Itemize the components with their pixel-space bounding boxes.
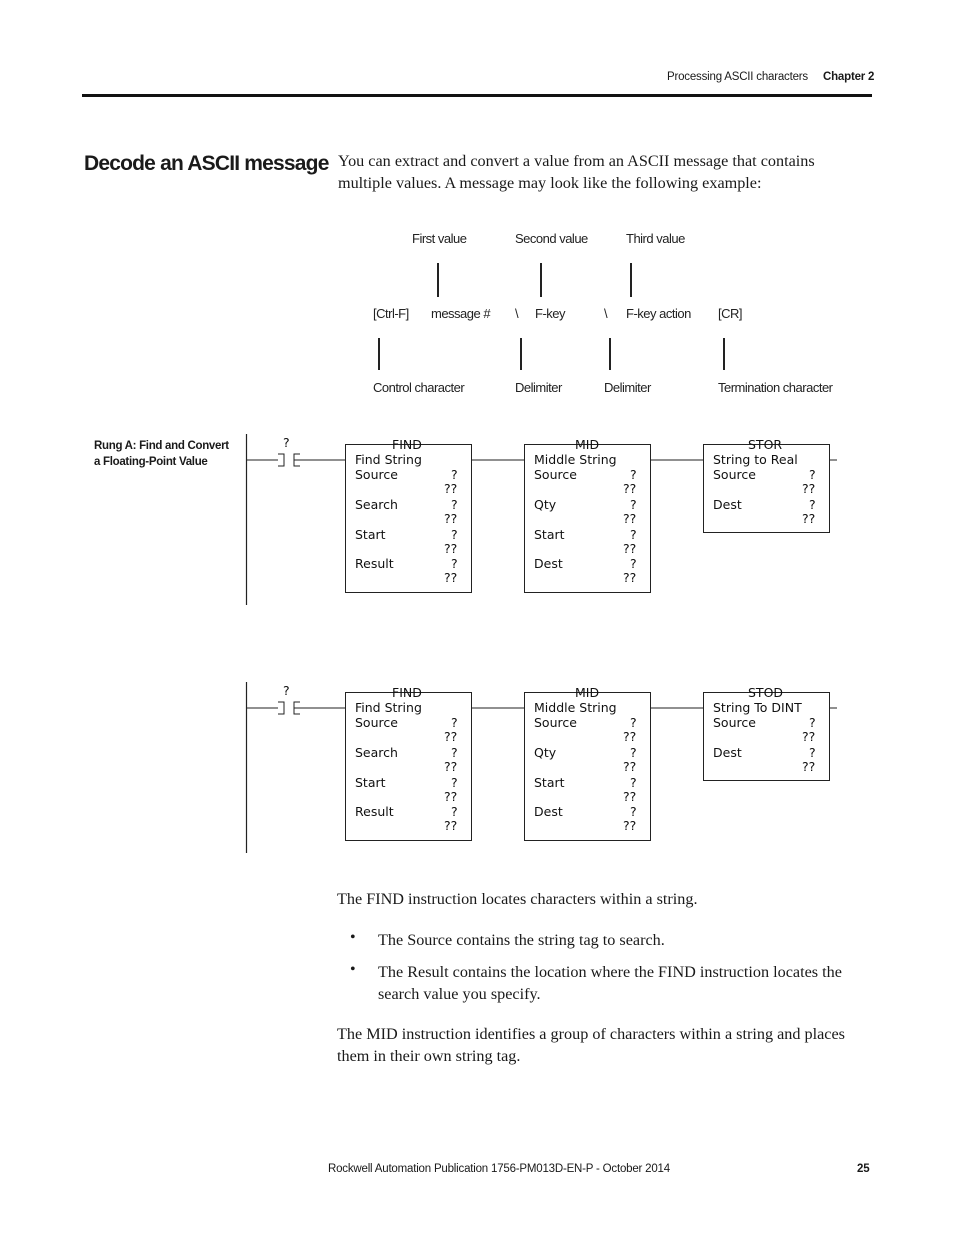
svg-text:?: ? (630, 497, 637, 512)
svg-text:?: ? (451, 775, 458, 790)
field-cr: [CR] (718, 306, 742, 321)
svg-text:??: ?? (444, 541, 458, 556)
find-block-desc: Find String (355, 700, 422, 715)
svg-text:??: ?? (623, 511, 637, 526)
mid-block[interactable] (525, 437, 651, 593)
stod-block[interactable] (704, 685, 830, 781)
svg-text:?: ? (630, 804, 637, 819)
intro-paragraph: You can extract and convert a value from an ASCII message that contains multiple values. A message may look like the following example: (338, 152, 815, 192)
field-message-number: message # (431, 306, 491, 321)
svg-text:??: ?? (623, 789, 637, 804)
mid-description: The MID instruction identifies a group of characters within a string and places them in their own string tag. (337, 1025, 845, 1065)
svg-text:Source: Source (713, 467, 756, 482)
label-control-character: Control character (373, 380, 465, 395)
svg-text:Search: Search (355, 497, 398, 512)
svg-text:?: ? (809, 745, 816, 760)
svg-text:??: ?? (802, 481, 816, 496)
svg-text:??: ?? (444, 818, 458, 833)
svg-text:Start: Start (355, 527, 386, 542)
field-f-key: F-key (535, 306, 565, 321)
svg-text:?: ? (451, 527, 458, 542)
svg-text:??: ?? (444, 570, 458, 585)
svg-text:?: ? (630, 467, 637, 482)
svg-text:?: ? (451, 745, 458, 760)
svg-text:Start: Start (355, 775, 386, 790)
find-block[interactable] (346, 437, 472, 593)
running-header-section: Processing ASCII characters (667, 71, 808, 83)
svg-text:Qty: Qty (534, 497, 557, 512)
svg-text:?: ? (630, 556, 637, 571)
mid-block[interactable] (525, 685, 651, 841)
label-second-value: Second value (515, 231, 588, 246)
svg-text:??: ?? (802, 729, 816, 744)
svg-text:?: ? (451, 556, 458, 571)
stod-block-name: STOD (748, 685, 784, 700)
svg-text:Dest: Dest (534, 556, 563, 571)
svg-text:??: ?? (444, 481, 458, 496)
pointer-first-value (437, 263, 439, 297)
field-ctrl-f: [Ctrl-F] (373, 306, 409, 321)
svg-text:Source: Source (534, 467, 577, 482)
label-termination-character: Termination character (718, 380, 833, 395)
mid-block-name: MID (575, 685, 600, 700)
label-first-value: First value (412, 231, 467, 246)
stor-block-name: STOR (748, 437, 783, 452)
svg-text:Result: Result (355, 556, 394, 571)
contact-left-bracket (278, 702, 284, 714)
field-delimiter-1: \ (515, 306, 519, 321)
svg-text:Start: Start (534, 527, 565, 542)
footer-publication: Rockwell Automation Publication 1756-PM013D-EN-P - October 2014 (328, 1163, 670, 1175)
svg-text:??: ?? (802, 511, 816, 526)
svg-text:?: ? (809, 715, 816, 730)
svg-text:?: ? (451, 497, 458, 512)
bullet-dot: • (350, 929, 356, 946)
mid-block-desc: Middle String (534, 452, 617, 467)
pointer-second-value (540, 263, 542, 297)
ladder-rung-b (0, 678, 954, 858)
svg-text:??: ?? (623, 729, 637, 744)
svg-text:Search: Search (355, 745, 398, 760)
rung-caption: Rung A: Find and Convert a Floating-Point Value (94, 440, 229, 468)
svg-text:?: ? (630, 775, 637, 790)
stod-block-desc: String To DINT (713, 700, 802, 715)
find-block[interactable] (346, 685, 472, 841)
svg-text:Dest: Dest (713, 497, 742, 512)
svg-text:?: ? (809, 497, 816, 512)
svg-text:??: ?? (623, 481, 637, 496)
mid-block-desc: Middle String (534, 700, 617, 715)
svg-text:Source: Source (713, 715, 756, 730)
bullet-source: The Source contains the string tag to search. (378, 931, 665, 949)
svg-text:?: ? (451, 804, 458, 819)
field-delimiter-2: \ (604, 306, 608, 321)
svg-text:Dest: Dest (713, 745, 742, 760)
svg-text:Result: Result (355, 804, 394, 819)
svg-text:Start: Start (534, 775, 565, 790)
bullet-result: The Result contains the location where the FIND instruction locates the search value you specify. (378, 963, 842, 1003)
running-header-chapter: Chapter 2 (823, 71, 875, 83)
svg-text:?: ? (630, 527, 637, 542)
find-block-name: FIND (392, 437, 422, 452)
find-block-name: FIND (392, 685, 422, 700)
svg-text:Source: Source (355, 467, 398, 482)
svg-text:Dest: Dest (534, 804, 563, 819)
svg-text:??: ?? (623, 759, 637, 774)
svg-text:?: ? (451, 467, 458, 482)
contact-tag: ? (283, 435, 290, 450)
label-delimiter-1: Delimiter (515, 380, 562, 395)
svg-text:Qty: Qty (534, 745, 557, 760)
section-title: Decode an ASCII message (84, 152, 329, 175)
pointer-third-value (630, 263, 632, 297)
pointer-delimiter-2 (609, 338, 611, 370)
pointer-delimiter-1 (520, 338, 522, 370)
svg-text:??: ?? (444, 511, 458, 526)
svg-text:??: ?? (444, 759, 458, 774)
pointer-control-char (378, 338, 380, 370)
contact-left-bracket (278, 454, 284, 466)
svg-text:??: ?? (802, 759, 816, 774)
find-block-desc: Find String (355, 452, 422, 467)
svg-text:Source: Source (355, 715, 398, 730)
svg-text:??: ?? (623, 570, 637, 585)
svg-text:?: ? (451, 715, 458, 730)
find-description: The FIND instruction locates characters within a string. (337, 890, 698, 908)
svg-text:Source: Source (534, 715, 577, 730)
svg-text:??: ?? (623, 818, 637, 833)
ladder-rung-a (0, 430, 954, 610)
svg-text:?: ? (630, 745, 637, 760)
field-f-key-action: F-key action (626, 306, 691, 321)
bullet-dot: • (350, 961, 356, 978)
svg-text:??: ?? (444, 729, 458, 744)
svg-text:?: ? (809, 467, 816, 482)
mid-block-name: MID (575, 437, 600, 452)
header-rule (82, 94, 872, 97)
pointer-termination (723, 338, 725, 370)
svg-text:??: ?? (444, 789, 458, 804)
label-third-value: Third value (626, 231, 685, 246)
page-number: 25 (857, 1163, 870, 1175)
svg-text:?: ? (630, 715, 637, 730)
contact-tag: ? (283, 683, 290, 698)
stor-block-desc: String to Real (713, 452, 798, 467)
svg-text:??: ?? (623, 541, 637, 556)
label-delimiter-2: Delimiter (604, 380, 651, 395)
stor-block[interactable] (704, 437, 830, 533)
